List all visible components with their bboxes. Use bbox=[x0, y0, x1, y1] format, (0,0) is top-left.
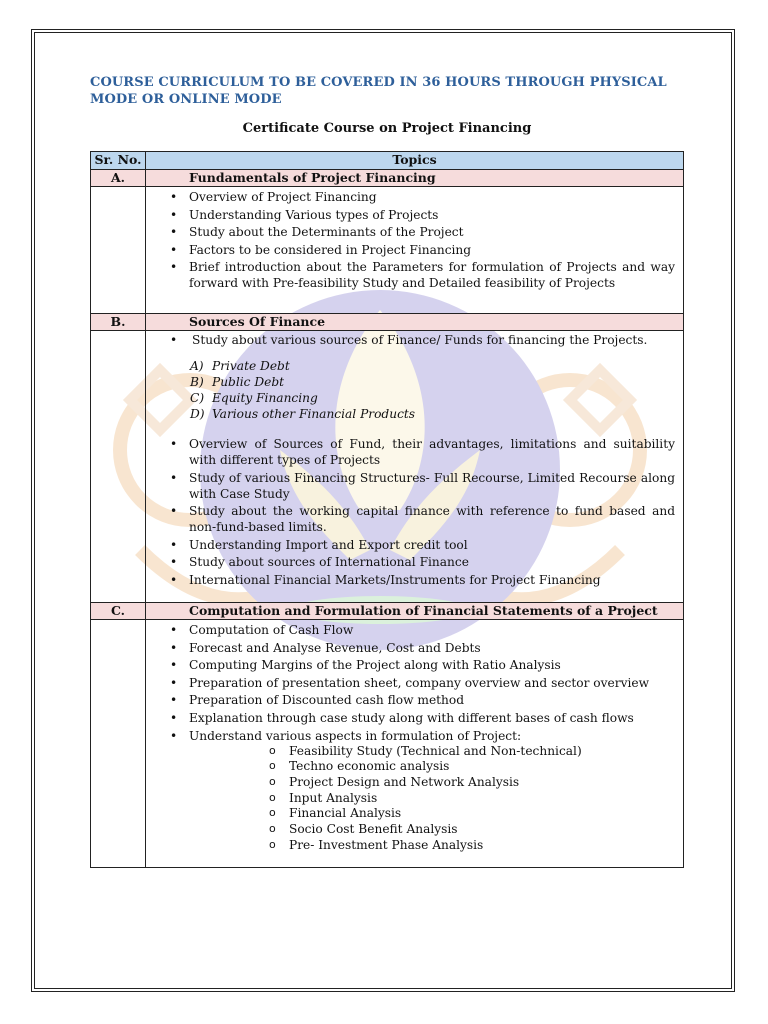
section-c-row bbox=[91, 603, 684, 620]
section-c-topics bbox=[146, 620, 684, 868]
section-c-empty-cell bbox=[91, 620, 146, 868]
list-item: • Understanding Various types of Projects bbox=[146, 207, 683, 223]
curriculum-table bbox=[90, 151, 684, 868]
section-a-title: Fundamentals of Project Financing bbox=[146, 170, 684, 187]
list-item: • Overview of Project Financing bbox=[146, 189, 683, 205]
sublist-item: B) Public Debt bbox=[190, 375, 285, 389]
sublist-item: o Pre- Investment Phase Analysis bbox=[189, 838, 675, 854]
sublist-item: D) Various other Financial Products bbox=[190, 407, 416, 421]
section-a-number: A. bbox=[91, 170, 146, 187]
sublist-item: o Techno economic analysis bbox=[189, 759, 675, 775]
section-a-row bbox=[91, 170, 684, 187]
curriculum-heading: COURSE CURRICULUM TO BE COVERED IN 36 HOURS THROUGH PHYSICAL MODE OR ONLINE MODE bbox=[90, 75, 667, 107]
sublist-item: A) Private Debt bbox=[190, 359, 290, 373]
list-item: • Forecast and Analyse Revenue, Cost and Debts bbox=[146, 640, 683, 656]
sublist-item: o Input Analysis bbox=[189, 791, 675, 807]
list-item: • Preparation of presentation sheet, company overview and sector overview bbox=[146, 675, 683, 691]
list-item: • Preparation of Discounted cash flow method bbox=[146, 692, 683, 708]
section-c-content-row bbox=[91, 620, 684, 868]
list-item: • International Financial Markets/Instruments for Project Financing bbox=[146, 572, 683, 588]
list-item: • Understanding Import and Export credit tool bbox=[146, 537, 683, 553]
list-item: • Computation of Cash Flow bbox=[146, 622, 683, 638]
sublist-item: o Feasibility Study (Technical and Non-technical) bbox=[189, 744, 675, 760]
list-item: • Study about the Determinants of the Project bbox=[146, 224, 683, 240]
list-item: • Explanation through case study along with different bases of cash flows bbox=[146, 710, 683, 726]
list-item: • Understand various aspects in formulation of Project: o Feasibility Study (Technical and Non-technical) o Techno economic analysis o Project Design and Network Analysis o Input Analysis o Financial Analysis o Socio Cost Benefit Analysis o Pre- Investment Phase Analysis bbox=[146, 728, 683, 854]
section-b-topics bbox=[146, 331, 684, 603]
section-a-empty-cell bbox=[91, 187, 146, 314]
section-a-content-row bbox=[91, 187, 684, 314]
sr-no-header: Sr. No. bbox=[91, 152, 146, 170]
list-item: • Study of various Financing Structures- Full Recourse, Limited Recourse along with Case Study bbox=[146, 470, 683, 502]
finance-sources-sublist bbox=[146, 358, 683, 422]
topics-header: Topics bbox=[146, 152, 684, 170]
project-aspects-sublist bbox=[189, 744, 675, 854]
section-b-empty-cell bbox=[91, 331, 146, 603]
course-title: Certificate Course on Project Financing bbox=[242, 121, 532, 136]
sublist-item: o Project Design and Network Analysis bbox=[189, 775, 675, 791]
list-item: • Computing Margins of the Project along with Ratio Analysis bbox=[146, 657, 683, 673]
table-header-row bbox=[91, 152, 684, 170]
section-c-number: C. bbox=[91, 603, 146, 620]
list-item: • Study about various sources of Finance/ Funds for financing the Projects. bbox=[146, 332, 683, 348]
section-b-row bbox=[91, 314, 684, 331]
sublist-item: o Financial Analysis bbox=[189, 806, 675, 822]
list-item: • Brief introduction about the Parameters for formulation of Projects and way forward with Pre-feasibility Study and Detailed feasibility of Projects bbox=[146, 259, 683, 291]
section-b-title: Sources Of Finance bbox=[146, 314, 684, 331]
sublist-item: C) Equity Financing bbox=[190, 391, 318, 405]
list-item: • Study about the working capital finance with reference to fund based and non-fund-based limits. bbox=[146, 503, 683, 535]
list-item: • Overview of Sources of Fund, their advantages, limitations and suitability with different types of Projects bbox=[146, 436, 683, 468]
list-item: • Factors to be considered in Project Financing bbox=[146, 242, 683, 258]
section-b-number: B. bbox=[91, 314, 146, 331]
section-b-content-row bbox=[91, 331, 684, 603]
section-a-topics bbox=[146, 187, 684, 314]
sublist-item: o Socio Cost Benefit Analysis bbox=[189, 822, 675, 838]
list-item: • Study about sources of International Finance bbox=[146, 554, 683, 570]
section-c-title: Computation and Formulation of Financial Statements of a Project bbox=[146, 603, 684, 620]
